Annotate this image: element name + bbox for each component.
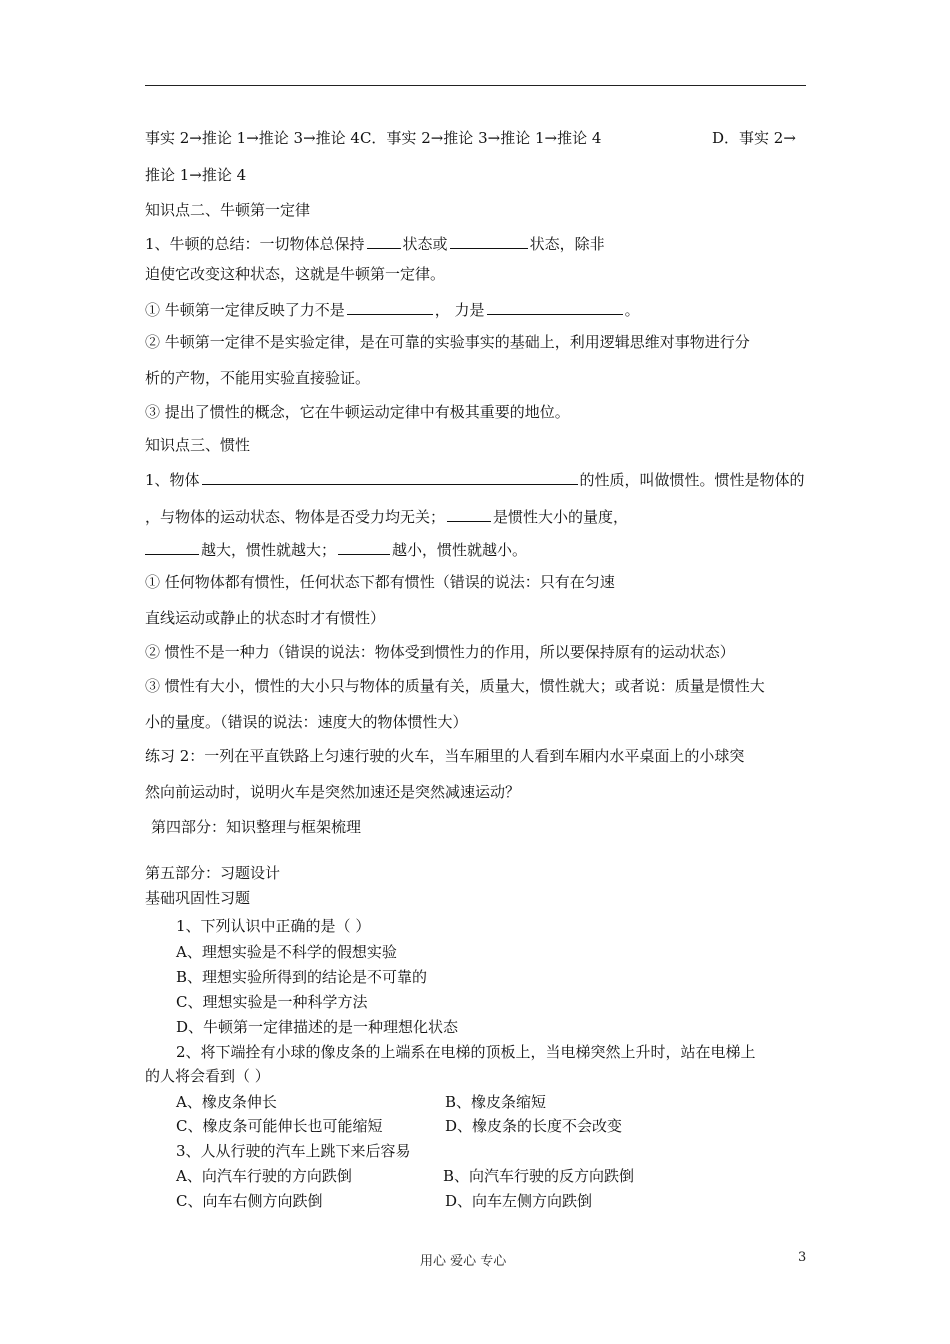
section-title-newton: 知识点二、牛顿第一定律 xyxy=(145,201,311,219)
page-footer: 用心 爱心 专心 xyxy=(420,1254,507,1269)
fill-blank xyxy=(367,233,401,249)
text-segment: 1、牛顿的总结：一切物体总保持 xyxy=(145,235,365,253)
newton-summary xyxy=(145,233,605,254)
text-segment: ， 力是 xyxy=(434,301,485,319)
newton-summary-cont: 迫使它改变这种状态，这就是牛顿第一定律。 xyxy=(145,265,446,283)
inertia-point-2: ② 惯性不是一种力（错误的说法：物体受到惯性力的作用，所以要保持原有的运动状态） xyxy=(145,643,735,661)
point-1 xyxy=(145,299,640,320)
text-segment: 状态，除非 xyxy=(529,235,605,253)
part-5-heading: 第五部分：习题设计 xyxy=(145,864,281,882)
fill-blank xyxy=(202,469,578,485)
header-rule xyxy=(145,85,806,86)
option-d-text: D．事实 2→ xyxy=(712,129,796,147)
inertia-definition xyxy=(145,469,805,490)
part-4-heading: 第四部分：知识整理与框架梳理 xyxy=(151,818,362,836)
q3-option-a: A、向汽车行驶的方向跌倒 xyxy=(176,1167,352,1185)
q1-option-b: B、理想实验所得到的结论是不可靠的 xyxy=(176,968,428,986)
q3-option-b: B、向汽车行驶的反方向跌倒 xyxy=(443,1167,635,1185)
text-segment: 。 xyxy=(624,301,640,319)
question-3: 3、人从行驶的汽车上跳下来后容易 xyxy=(176,1142,411,1160)
page-number: 3 xyxy=(798,1250,807,1265)
q2-option-a: A、橡皮条伸长 xyxy=(176,1093,277,1111)
exercise-2: 练习 2：一列在平直铁路上匀速行驶的火车，当车厢里的人看到车厢内水平桌面上的小球突 xyxy=(145,747,745,765)
text-segment: 越大，惯性就越大； xyxy=(201,541,337,559)
section-title-inertia: 知识点三、惯性 xyxy=(145,436,251,454)
q2-option-c: C、橡皮条可能伸长也可能缩短 xyxy=(176,1117,383,1135)
q3-option-c: C、向车右侧方向跌倒 xyxy=(176,1192,323,1210)
point-2-cont: 析的产物，不能用实验直接验证。 xyxy=(145,369,371,387)
question-2: 2、将下端拴有小球的像皮条的上端系在电梯的顶板上，当电梯突然上升时，站在电梯上 xyxy=(176,1043,756,1061)
q1-option-c: C、理想实验是一种科学方法 xyxy=(176,993,368,1011)
inertia-point-1-cont: 直线运动或静止的状态时才有惯性） xyxy=(145,609,386,627)
point-3: ③ 提出了惯性的概念，它在牛顿运动定律中有极其重要的地位。 xyxy=(145,403,570,421)
options-text: 事实 2→推论 1→推论 3→推论 4C．事实 2→推论 3→推论 1→推论 4 xyxy=(145,129,602,147)
exercise-2-cont: 然向前运动时，说明火车是突然加速还是突然减速运动？ xyxy=(145,783,521,801)
text-segment: ，与物体的运动状态、物体是否受力均无关； xyxy=(145,508,446,526)
q2-option-d: D、橡皮条的长度不会改变 xyxy=(445,1117,623,1135)
inertia-point-3: ③ 惯性有大小，惯性的大小只与物体的质量有关，质量大，惯性就大；或者说：质量是惯性大 xyxy=(145,677,765,695)
inertia-line-2 xyxy=(145,506,628,527)
text-segment: 的性质，叫做惯性。惯性是物体的 xyxy=(579,471,805,489)
text-segment: 越小，惯性就越小。 xyxy=(392,541,528,559)
fill-blank xyxy=(450,233,528,249)
question-1: 1、下列认识中正确的是（ ） xyxy=(176,917,371,935)
fill-blank xyxy=(338,539,390,555)
point-2: ② 牛顿第一定律不是实验定律，是在可靠的实验事实的基础上，利用逻辑思维对事物进行分 xyxy=(145,333,750,351)
fill-blank xyxy=(447,506,491,522)
options-line-1 xyxy=(145,128,601,148)
text-segment: 是惯性大小的量度， xyxy=(493,508,629,526)
fill-blank xyxy=(145,539,199,555)
text-segment: 1、物体 xyxy=(145,471,200,489)
options-line-2: 推论 1→推论 4 xyxy=(145,166,247,184)
inertia-point-3-cont: 小的量度。（错误的说法：速度大的物体惯性大） xyxy=(145,713,468,731)
text-segment: 状态或 xyxy=(402,235,448,253)
text-segment: ① 牛顿第一定律反映了力不是 xyxy=(145,301,345,319)
question-2-cont: 的人将会看到（ ） xyxy=(145,1067,270,1085)
q1-option-d: D、牛顿第一定律描述的是一种理想化状态 xyxy=(176,1018,459,1036)
basic-exercises-heading: 基础巩固性习题 xyxy=(145,889,251,907)
fill-blank xyxy=(487,299,623,315)
inertia-point-1: ① 任何物体都有惯性，任何状态下都有惯性（错误的说法：只有在匀速 xyxy=(145,573,615,591)
q1-option-a: A、理想实验是不科学的假想实验 xyxy=(176,943,397,961)
inertia-line-3 xyxy=(145,539,527,560)
q3-option-d: D、向车左侧方向跌倒 xyxy=(445,1192,593,1210)
q2-option-b: B、橡皮条缩短 xyxy=(445,1093,547,1111)
fill-blank xyxy=(347,299,433,315)
